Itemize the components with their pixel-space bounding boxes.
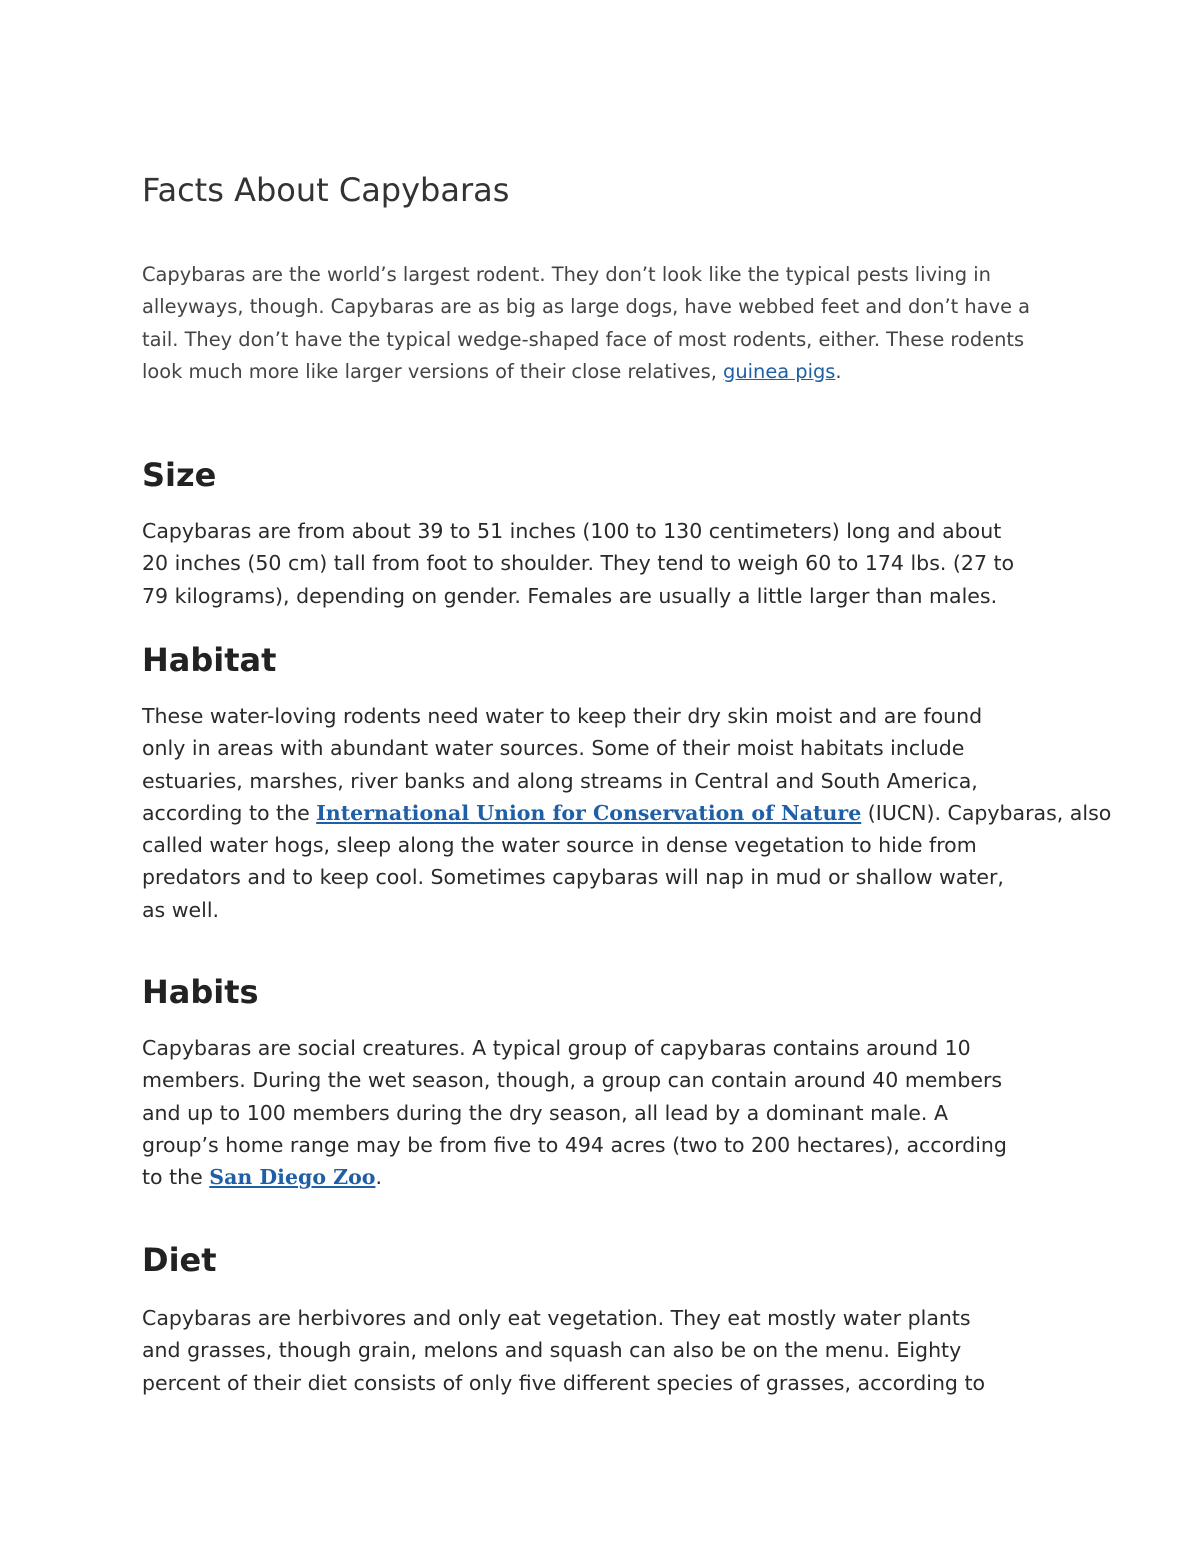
san-diego-zoo-link[interactable]: San Diego Zoo (209, 1165, 376, 1190)
habits-line: Capybaras are social creatures. A typical group of capybaras contains around 10 (142, 1036, 971, 1060)
habitat-text: (IUCN). Capybaras, also (861, 800, 1112, 825)
habitat-text: according to the (142, 800, 317, 825)
diet-line: and grasses, though grain, melons and squash can also be on the menu. Eighty (142, 1338, 962, 1363)
intro-paragraph (142, 259, 1062, 388)
habits-line: group’s home range may be from five to 494 acres (two to 200 hectares), according (142, 1132, 1007, 1157)
size-line: 79 kilograms), depending on gender. Females are usually a little larger than males. (142, 583, 998, 608)
habitat-line: These water-loving rodents need water to keep their dry skin moist and are found (142, 704, 983, 728)
intro-text: look much more like larger versions of their close relatives, (142, 359, 724, 383)
habitat-line (142, 797, 1112, 829)
habitat-line: as well. (142, 897, 220, 922)
size-line: Capybaras are from about 39 to 51 inches (100 to 130 centimeters) long and about (142, 519, 1002, 543)
diet-line: Capybaras are herbivores and only eat vegetation. They eat mostly water plants (142, 1306, 971, 1330)
habits-paragraph (142, 1032, 1067, 1193)
diet-heading: Diet (142, 1241, 217, 1279)
intro-line: Capybaras are the world’s largest rodent. They don’t look like the typical pests living in (142, 263, 991, 286)
habitat-line: called water hogs, sleep along the water source in dense vegetation to hide from (142, 833, 977, 858)
habits-line (142, 1161, 1067, 1193)
habitat-line: only in areas with abundant water sources. Some of their moist habitats include (142, 736, 965, 761)
habitat-line: estuaries, marshes, river banks and along streams in Central and South America, (142, 768, 978, 793)
size-paragraph (142, 515, 1067, 612)
size-heading: Size (142, 456, 217, 494)
diet-line: percent of their diet consists of only five different species of grasses, according to (142, 1370, 986, 1395)
habits-text: to the (142, 1165, 210, 1190)
habits-heading: Habits (142, 973, 259, 1011)
habits-line: members. During the wet season, though, a group can contain around 40 members (142, 1068, 1003, 1093)
habitat-line: predators and to keep cool. Sometimes capybaras will nap in mud or shallow water, (142, 865, 1004, 890)
intro-line: tail. They don’t have the typical wedge-shaped face of most rodents, either. These rodents (142, 327, 1025, 351)
guinea-pigs-link[interactable]: guinea pigs (723, 359, 836, 383)
habitat-heading: Habitat (142, 641, 277, 679)
habits-text: . (375, 1165, 382, 1190)
intro-text: . (835, 359, 842, 383)
document-title: Facts About Capybaras (142, 171, 510, 209)
size-line: 20 inches (50 cm) tall from foot to shoulder. They tend to weigh 60 to 174 lbs. (27 to (142, 551, 1015, 576)
intro-line: alleyways, though. Capybaras are as big as large dogs, have webbed feet and don’t have a (142, 295, 1031, 319)
diet-paragraph (142, 1302, 1067, 1399)
habitat-paragraph (142, 700, 1112, 926)
intro-line (142, 356, 1062, 388)
habits-line: and up to 100 members during the dry season, all lead by a dominant male. A (142, 1100, 948, 1125)
iucn-link[interactable]: International Union for Conservation of Nature (316, 800, 862, 825)
